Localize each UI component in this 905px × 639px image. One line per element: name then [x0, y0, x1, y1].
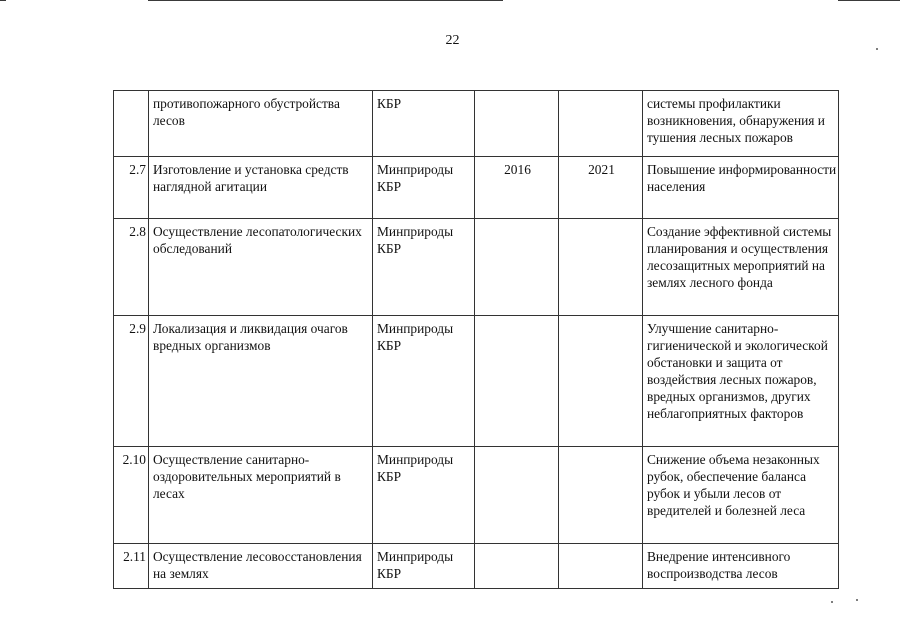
table-row: [114, 447, 839, 544]
row-number: 2.7: [114, 157, 149, 219]
executor-cell: Минприроды КБР: [373, 447, 475, 544]
executor-cell: Минприроды КБР: [373, 544, 475, 589]
result-cell: системы профилактики возникновения, обнаружения и тушения лесных пожаров: [643, 91, 839, 157]
end-year-cell: [559, 316, 643, 447]
executor-cell: Минприроды КБР: [373, 157, 475, 219]
executor-cell: Минприроды КБР: [373, 219, 475, 316]
table-row: [114, 91, 839, 157]
table-row: [114, 544, 839, 589]
scan-speck: [856, 599, 858, 601]
result-cell: Внедрение интенсивного воспроизводства лесов: [643, 544, 839, 589]
end-year-cell: [559, 447, 643, 544]
activity-cell: Локализация и ликвидация очагов вредных организмов: [149, 316, 373, 447]
activity-cell: Изготовление и установка средств наглядной агитации: [149, 157, 373, 219]
table-row: [114, 316, 839, 447]
activities-table: [113, 90, 839, 589]
start-year-cell: [475, 447, 559, 544]
result-cell: Улучшение санитарно-гигиенической и экологической обстановки и защита от воздействия лесных пожаров, вредных организмов, других неблагоприятных факторов: [643, 316, 839, 447]
end-year-cell: 2021: [559, 157, 643, 219]
page-number: 22: [445, 33, 460, 48]
row-number: 2.9: [114, 316, 149, 447]
activity-cell: Осуществление лесопатологических обследований: [149, 219, 373, 316]
activity-cell: противопожарного обустройства лесов: [149, 91, 373, 157]
scan-edge-line: [838, 0, 900, 1]
end-year-cell: [559, 219, 643, 316]
end-year-cell: [559, 544, 643, 589]
row-number: [114, 91, 149, 157]
result-cell: Повышение информированности населения: [643, 157, 839, 219]
row-number: 2.8: [114, 219, 149, 316]
activity-cell: Осуществление лесовосстановления на землях: [149, 544, 373, 589]
result-cell: Снижение объема незаконных рубок, обеспечение баланса рубок и убыли лесов от вредителей и болезней леса: [643, 447, 839, 544]
start-year-cell: [475, 91, 559, 157]
table-row: [114, 157, 839, 219]
result-cell: Создание эффективной системы планирования и осуществления лесозащитных мероприятий на землях лесного фонда: [643, 219, 839, 316]
scan-edge-line: [148, 0, 503, 1]
start-year-cell: [475, 219, 559, 316]
table-row: [114, 219, 839, 316]
scan-edge-line: [0, 0, 6, 1]
scan-speck: [831, 601, 833, 603]
start-year-cell: 2016: [475, 157, 559, 219]
activity-cell: Осуществление санитарно-оздоровительных мероприятий в лесах: [149, 447, 373, 544]
executor-cell: Минприроды КБР: [373, 316, 475, 447]
start-year-cell: [475, 316, 559, 447]
executor-cell: КБР: [373, 91, 475, 157]
row-number: 2.10: [114, 447, 149, 544]
row-number: 2.11: [114, 544, 149, 589]
start-year-cell: [475, 544, 559, 589]
end-year-cell: [559, 91, 643, 157]
